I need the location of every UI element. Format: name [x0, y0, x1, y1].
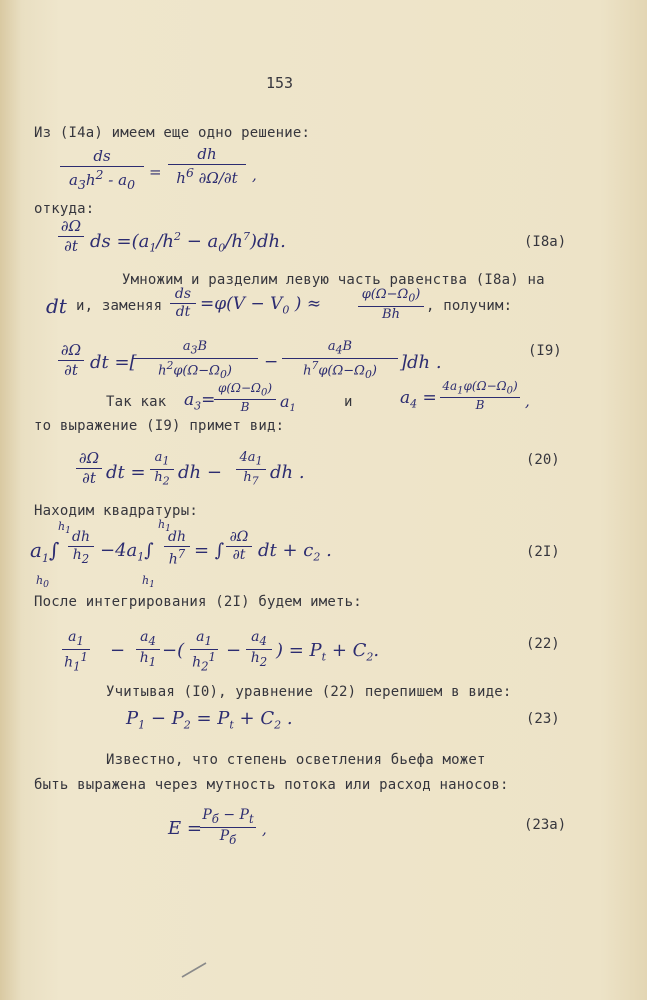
equation-20-frac2: $4a_1$ $h_7$: [236, 451, 266, 487]
equation-21-lim1b: $h_0$: [36, 574, 49, 591]
equation-19-minus: −: [264, 352, 279, 372]
equation-19-dOmega: ∂Ω ∂t: [58, 342, 84, 378]
text-line-6: то выражение (I9) примет вид:: [34, 418, 285, 434]
equation-23a-frac: $P_б - P_t$ $P_б$: [200, 808, 256, 846]
a4-symbol: $a_4$ =: [400, 388, 437, 411]
text-line-7: Находим квадратуры:: [34, 503, 198, 519]
equation-21-mid: $-4a_1\int$: [100, 540, 154, 564]
equation-18a-dOmega: ∂Ω ∂t: [58, 218, 84, 254]
text-line-9: Учитывая (I0), уравнение (22) перепишем в виде:: [106, 684, 512, 700]
equation-19-tail: ]dh .: [400, 352, 442, 373]
equation-number-23: (23): [526, 711, 560, 727]
a3-fraction: $\varphi(\Omega-\Omega_0)$ B: [214, 382, 276, 415]
text-line-8: После интегрирования (2I) будем иметь:: [34, 594, 362, 610]
equation-21-lim2b: $h_1$: [142, 574, 155, 591]
equation-21-a1: $a_1\int$: [30, 538, 60, 565]
equation-number-19: (I9): [528, 343, 562, 359]
text-line-3: Умножим и разделим левую часть равенства (I8а) на: [122, 272, 545, 288]
equation-number-23a: (23а): [524, 817, 567, 833]
equation-22-open: −(: [162, 640, 185, 661]
text-line-5a: Так как: [106, 394, 167, 410]
equation-number-22: (22): [526, 636, 560, 652]
equation-23a-comma: ,: [262, 820, 267, 838]
a3-symbol: $a_3=$: [184, 390, 216, 413]
equation-equals: =: [149, 163, 162, 181]
equation-22-frac4: $a_4$ $h_2$: [246, 630, 272, 668]
equation-20-dOmega: ∂Ω ∂t: [76, 450, 102, 486]
equation-fraction-dh: dh $h^6$ ∂Ω/∂t: [168, 146, 246, 186]
equation-22-tail: ) = $P_t + C_2$.: [276, 640, 380, 664]
a4-fraction: $4a_1\varphi(\Omega-\Omega_0)$ B: [440, 380, 520, 413]
dt-symbol: dt: [46, 294, 67, 318]
equation-22-frac3: $a_1$ $h_2^1$: [190, 630, 218, 673]
text-line-4a: и, заменяя: [76, 298, 163, 314]
equation-4-body: $=\varphi(V - V_0$ ) ≈: [200, 294, 322, 317]
equation-23-body: $P_1 - P_2 = P_t + C_2$ .: [126, 708, 293, 732]
equation-number-20: (20): [526, 452, 560, 468]
equation-fraction-ds: ds $a_3h^2 - a_0$: [60, 148, 144, 191]
equation-19-frac2: $a_4B$ $h^7\varphi(\Omega-\Omega_0)$: [282, 340, 398, 380]
text-line-2: откуда:: [34, 201, 95, 217]
equation-18a-body: ds $=(a_1/h^2 - a_0/h^7)dh$.: [90, 230, 286, 255]
equation-21-frac1: dh $h_2$: [68, 530, 94, 566]
equation-21-lim1: $h_1$: [58, 520, 71, 537]
text-line-10: Известно, что степень осветления бьефа может: [106, 752, 486, 768]
equation-21-tail: dt + $c_2$ .: [258, 540, 332, 564]
a4-comma: ,: [525, 392, 530, 410]
pencil-mark-icon: [180, 960, 210, 980]
equation-20-dt: dt =: [106, 462, 146, 483]
equation-22-minus2: −: [226, 640, 242, 661]
a1-symbol: $a_1$: [280, 392, 296, 415]
equation-21-frac2: dh $h^7$: [164, 530, 190, 568]
page-number: 153: [266, 74, 294, 92]
equation-number-18a: (I8а): [524, 234, 567, 250]
equation-22-minus1: −: [110, 640, 126, 661]
equation-23a-lhs: E =: [168, 818, 202, 839]
equation-19-frac1: $a_3B$ $h^2\varphi(\Omega-\Omega_0)$: [132, 340, 258, 380]
equation-22-frac2: $a_4$ $h_1$: [136, 630, 160, 668]
equation-20-tail: dh .: [270, 462, 305, 483]
equation-comma: ,: [252, 166, 257, 184]
text-line-4b: , получим:: [426, 298, 513, 314]
equation-22-frac1: $a_1$ $h_1^1$: [62, 630, 90, 673]
text-line-11: быть выражена через мутность потока или расход наносов:: [34, 777, 509, 793]
equation-number-21: (2I): [526, 544, 560, 560]
text-line-5b: и: [344, 394, 353, 410]
equation-21-lim2: $h_1$: [158, 518, 171, 535]
equation-20-frac1: $a_1$ $h_2$: [150, 451, 174, 487]
equation-21-frac3: ∂Ω ∂t: [226, 530, 252, 564]
ds-dt-fraction: ds dt: [170, 287, 196, 321]
equation-19-dt: dt =[: [90, 352, 137, 373]
equation-20-mid: dh −: [178, 462, 222, 483]
text-line-1: Из (I4а) имеем еще одно решение:: [34, 125, 311, 141]
equation-21-eq: = ∫: [194, 540, 225, 561]
phi-fraction: $\varphi(\Omega-\Omega_0)$ Bh: [358, 288, 424, 322]
